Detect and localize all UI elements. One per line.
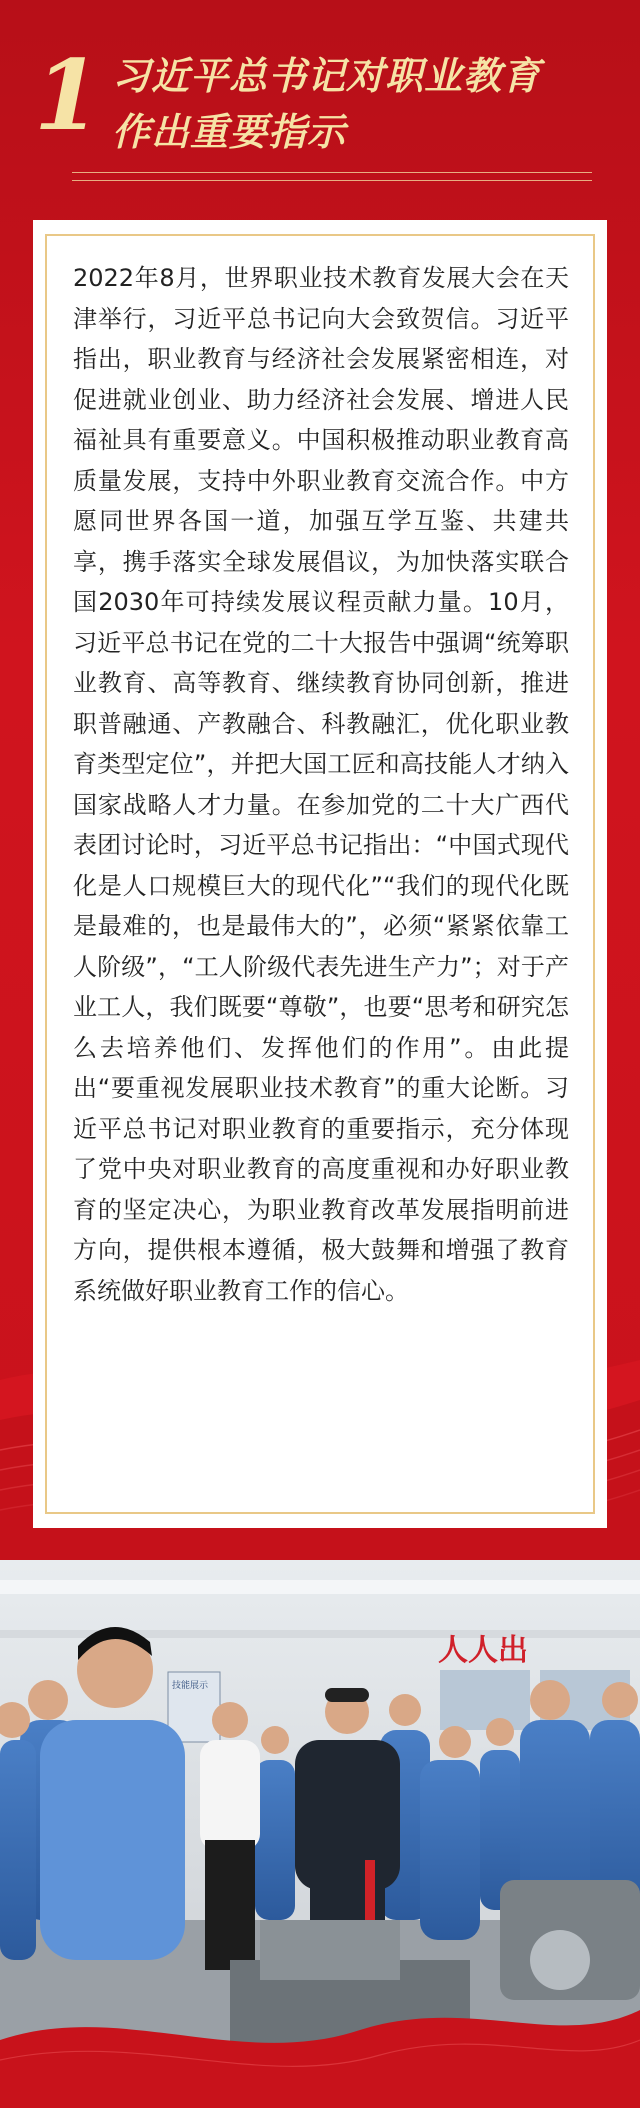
article-body: 2022年8月，世界职业技术教育发展大会在天津举行，习近平总书记向大会致贺信。习近平指出，职业教育与经济社会发展紧密相连，对促进就业创业、助力经济社会发展、增进人民福祉具有重要意义。中国积极推动职业教育高质量发展，支持中外职业教育交流合作。中方愿同世界各国一道，加强互学互鉴、共建共享，携手落实全球发展倡议，为加快落实联合国2030年可持续发展议程贡献力量。10月，习近平总书记在党的二十大报告中强调“统筹职业教育、高等教育、继续教育协同创新，推进职普融通、产教融合、科教融汇，优化职业教育类型定位”，并把大国工匠和高技能人才纳入国家战略人才力量。在参加党的二十大广西代表团讨论时，习近平总书记指出：“中国式现代化是人口规模巨大的现代化”“我们的现代化既是最难的，也是最伟大的”，必须“紧紧依靠工人阶级”，“工人阶级代表先进生产力”；对于产业工人，我们既要“尊敬”，也要“思考和研究怎么去培养他们、发挥他们的作用”。由此提出“要重视发展职业技术教育”的重大论断。习近平总书记对职业教育的重要指示，充分体现了党中央对职业教育的高度重视和办好职业教育的坚定决心，为职业教育改革发展指明前进方向，提供根本遵循，极大鼓舞和增强了教育系统做好职业教育工作的信心。 bbox=[73, 264, 569, 1305]
title-line-2: 作出重要指示 bbox=[112, 110, 347, 154]
banner-text: 人人出 bbox=[438, 1634, 528, 1667]
section-header bbox=[0, 0, 640, 200]
board-text: 技能展示 bbox=[172, 1680, 209, 1690]
bottom-decorative-wave bbox=[0, 1960, 640, 2108]
title-line-1: 习近平总书记对职业教育 bbox=[112, 54, 542, 98]
section-number: 1 bbox=[34, 39, 101, 152]
title-divider-top bbox=[72, 172, 592, 173]
title-divider-bottom bbox=[72, 180, 592, 181]
section-title bbox=[112, 48, 612, 160]
article-card bbox=[33, 220, 607, 1528]
